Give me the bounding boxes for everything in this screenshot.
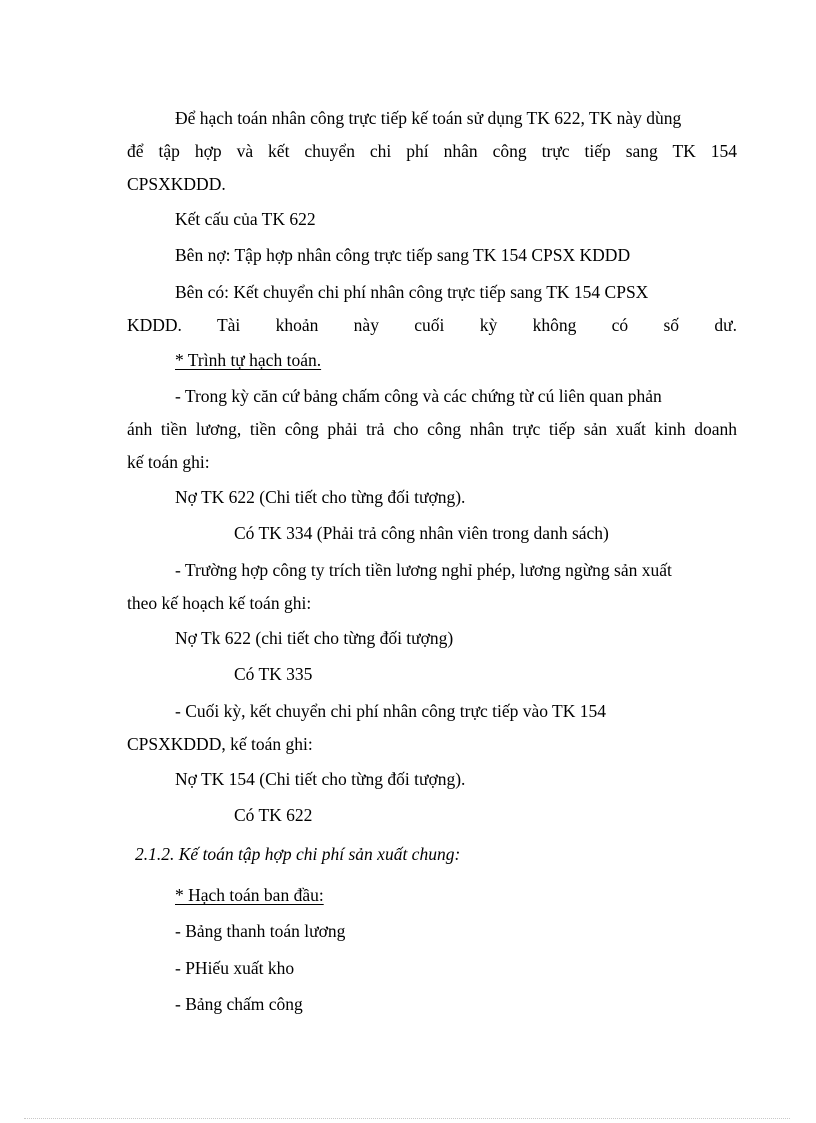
section-heading: * Hạch toán ban đầu: [175,885,324,905]
list-item: - PHiếu xuất kho [175,958,295,978]
entry-debit: Nợ TK 622 (Chi tiết cho từng đối tượng). [175,487,466,507]
entry-credit: Có TK 622 [234,805,313,825]
paragraph-line: - Trong kỳ căn cứ bảng chấm công và các chứng từ cú liên quan phản [175,386,662,406]
paragraph-line: Để hạch toán nhân công trực tiếp kế toán sử dụng TK 622, TK này dùng [175,108,682,128]
paragraph-line: Kết cấu của TK 622 [175,209,316,229]
list-item: - Bảng thanh toán lương [175,921,346,941]
paragraph-line: Bên có: Kết chuyển chi phí nhân công trực tiếp sang TK 154 CPSX [175,282,649,302]
entry-debit: Nợ Tk 622 (chi tiết cho từng đối tượng) [175,628,454,648]
paragraph-line: - Cuối kỳ, kết chuyển chi phí nhân công trực tiếp vào TK 154 [175,701,607,721]
paragraph-line: - Trường hợp công ty trích tiền lương nghỉ phép, lương ngừng sản xuất [175,560,672,580]
entry-credit: Có TK 334 (Phải trả công nhân viên trong danh sách) [234,523,609,543]
paragraph-line: CPSXKDDD. [127,174,226,194]
paragraph-line: ánh tiền lương, tiền công phải trả cho công nhân trực tiếp sản xuất kinh doanh [127,419,737,439]
paragraph-line: kế toán ghi: [127,452,210,472]
paragraph-line: theo kế hoạch kế toán ghi: [127,593,312,613]
paragraph-line: để tập hợp và kết chuyển chi phí nhân công trực tiếp sang TK 154 [127,141,737,161]
paragraph-line: KDDD. Tài khoản này cuối kỳ không có số dư. [127,315,737,335]
paragraph-line: CPSXKDDD, kế toán ghi: [127,734,313,754]
entry-credit: Có TK 335 [234,664,313,684]
entry-debit: Nợ TK 154 (Chi tiết cho từng đối tượng). [175,769,466,789]
page-bottom-divider [24,1118,790,1119]
paragraph-line: Bên nợ: Tập hợp nhân công trực tiếp sang TK 154 CPSX KDDD [175,245,631,265]
subsection-heading: 2.1.2. Kế toán tập hợp chi phí sản xuất chung: [135,844,461,864]
list-item: - Bảng chấm công [175,994,303,1014]
section-heading: * Trình tự hạch toán. [175,350,322,370]
